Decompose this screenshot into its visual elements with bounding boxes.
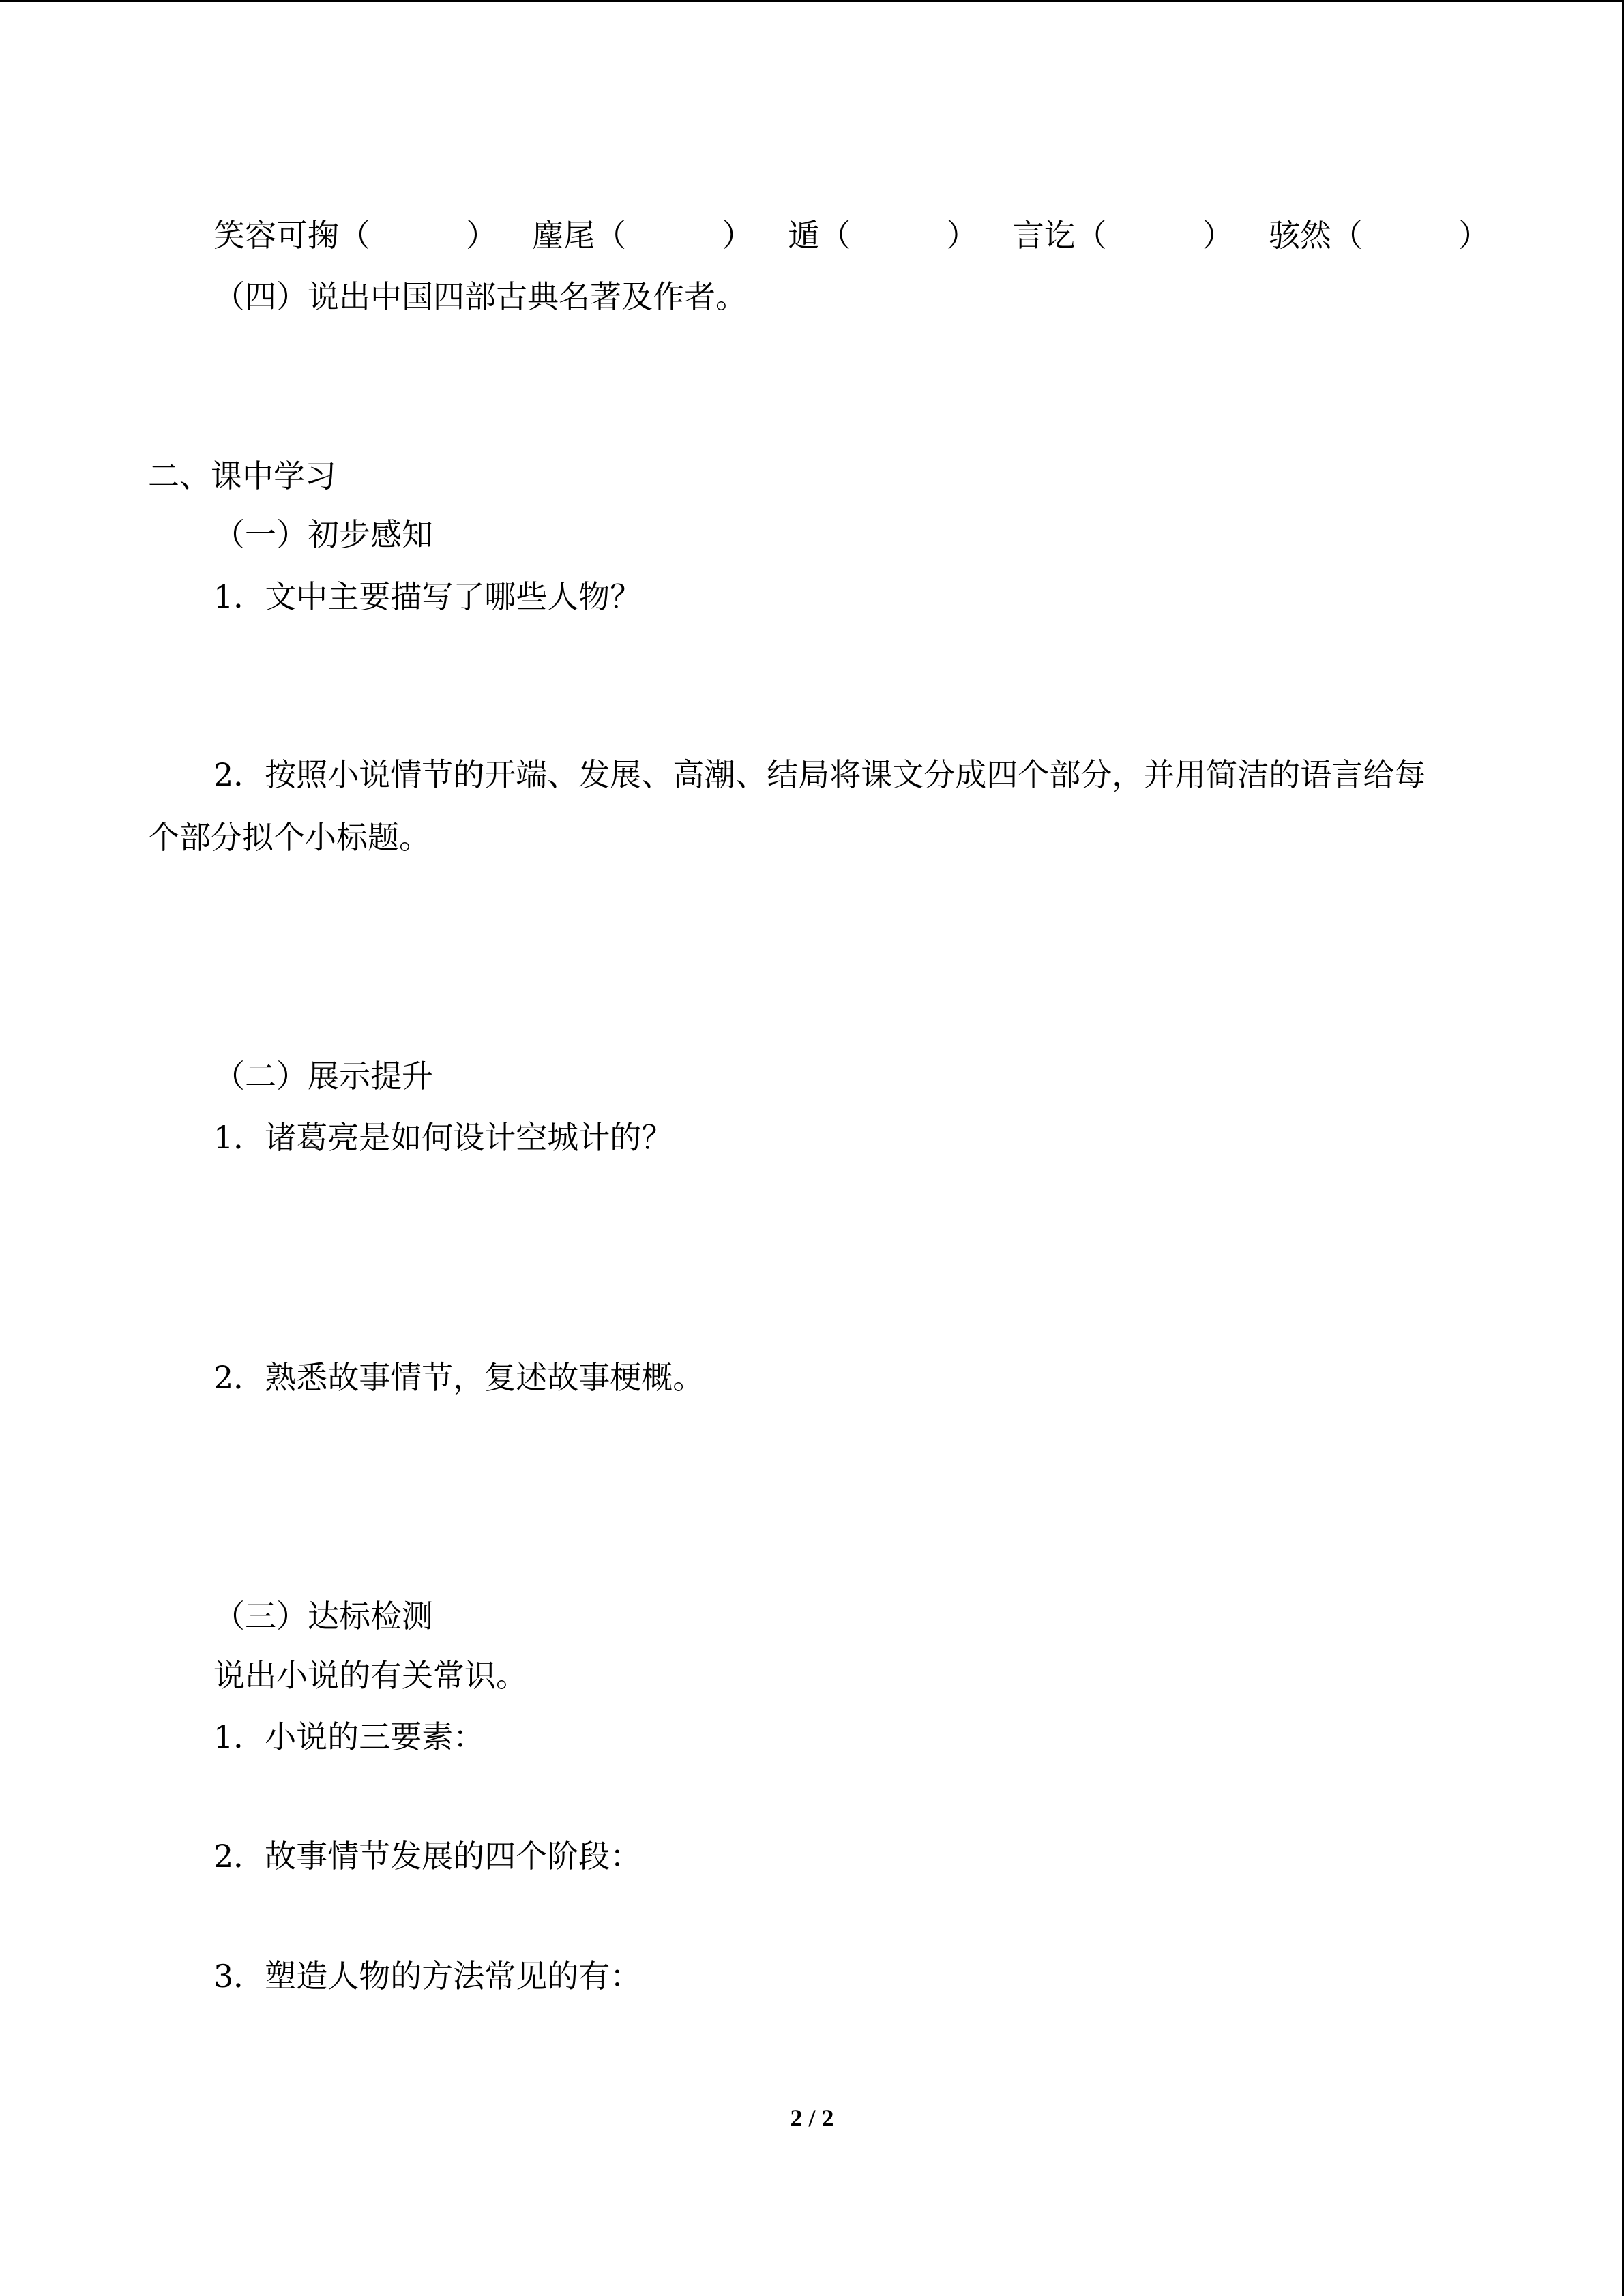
close-paren: ） (466, 217, 497, 254)
vocab-word: 麈尾 (532, 217, 595, 254)
open-paren: （ (1331, 217, 1363, 254)
question-characters: 1．文中主要描写了哪些人物？ (213, 578, 642, 615)
question-three-elements: 1．小说的三要素： (213, 1718, 485, 1755)
question-four-stages: 2．故事情节发展的四个阶段： (213, 1838, 642, 1875)
open-paren: （ (595, 217, 627, 254)
vocab-word: 言讫 (1012, 217, 1076, 254)
subsection-heading-initial-perception: （一）初步感知 (213, 516, 433, 553)
question-empty-fort-strategy: 1．诸葛亮是如何设计空城计的？ (213, 1119, 673, 1156)
vocab-row (213, 215, 1490, 256)
page-top-border (0, 0, 1624, 2)
question-four-classics: （四）说出中国四部古典名著及作者。 (213, 278, 747, 315)
section-heading-in-class: 二、课中学习 (148, 458, 336, 494)
page-number: 2 / 2 (790, 2104, 834, 2132)
close-paren: ） (946, 217, 978, 254)
question-plot-division-line1: 2．按照小说情节的开端、发展、高潮、结局将课文分成四个部分，并用简洁的语言给每 (213, 756, 1426, 793)
open-paren: （ (819, 217, 851, 254)
open-paren: （ (1075, 217, 1107, 254)
open-paren: （ (339, 217, 370, 254)
subsection-heading-assessment: （三）达标检测 (213, 1598, 433, 1635)
question-plot-division-line2: 个部分拟个小标题。 (148, 819, 430, 856)
vocab-word: 笑容可掬 (213, 217, 339, 254)
question-characterization-methods: 3．塑造人物的方法常见的有： (213, 1958, 642, 1995)
close-paren: ） (1458, 217, 1490, 254)
vocab-word: 遁 (788, 217, 820, 254)
assessment-intro: 说出小说的有关常识。 (213, 1657, 527, 1694)
vocab-word: 骇然 (1269, 217, 1331, 254)
question-retell-story: 2．熟悉故事情节，复述故事梗概。 (213, 1359, 705, 1396)
close-paren: ） (1202, 217, 1234, 254)
close-paren: ） (722, 217, 754, 254)
subsection-heading-presentation: （二）展示提升 (213, 1058, 433, 1094)
